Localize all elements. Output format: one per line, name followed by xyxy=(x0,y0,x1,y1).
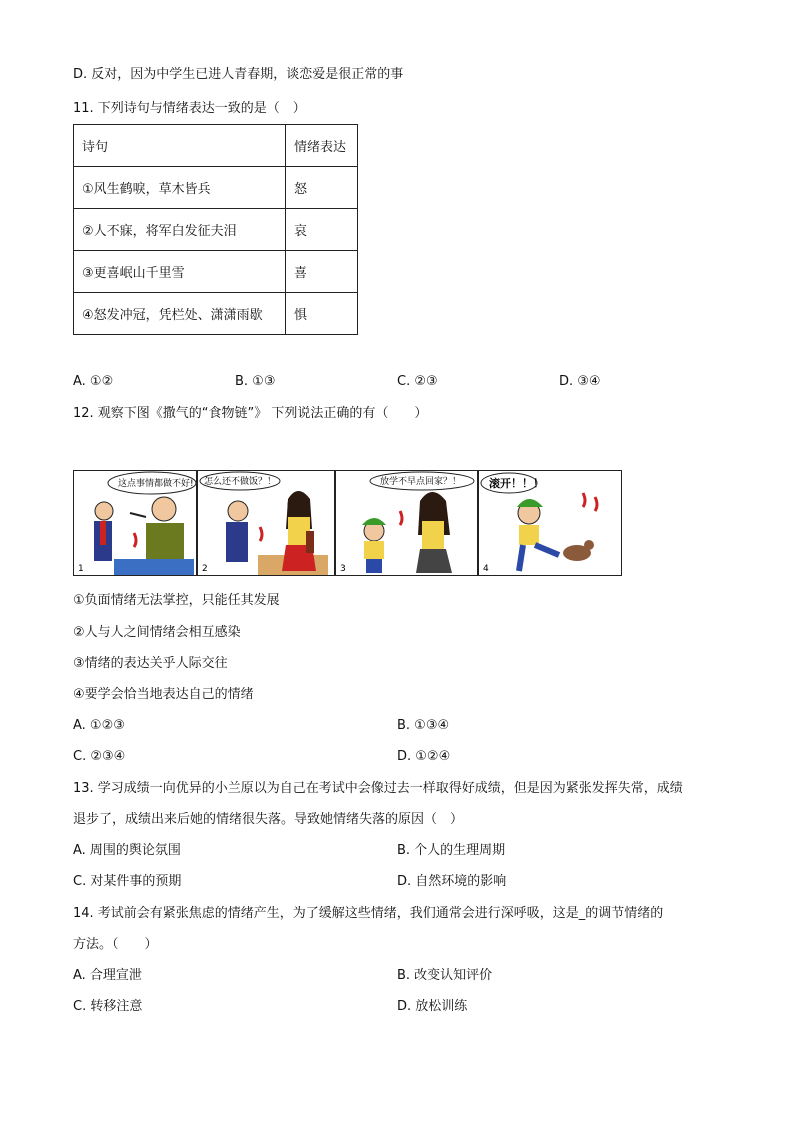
table-row xyxy=(74,251,358,293)
q13-option-d[interactable]: D. 自然环境的影响 xyxy=(397,874,507,889)
table-header-row xyxy=(74,125,358,167)
q12-statement-4: ④要学会恰当地表达自己的情绪 xyxy=(73,687,254,702)
q11-stem: 11. 下列诗句与情绪表达一致的是（ ） xyxy=(73,101,306,116)
q11-option-a[interactable]: A. ①② xyxy=(73,374,114,389)
comic-panel-2 xyxy=(197,470,335,576)
q12-option-a[interactable]: A. ①②③ xyxy=(73,718,125,733)
comic-panel-3-number: 3 xyxy=(340,564,346,574)
comic-panel-2-number: 2 xyxy=(202,564,208,574)
q12-option-d[interactable]: D. ①②④ xyxy=(397,749,451,764)
q11-option-b[interactable]: B. ①③ xyxy=(235,374,276,389)
comic-panel-2-drawing xyxy=(198,471,334,575)
q13-option-a[interactable]: A. 周围的舆论氛围 xyxy=(73,843,181,858)
q14-option-c[interactable]: C. 转移注意 xyxy=(73,999,143,1014)
comic-panel-1 xyxy=(73,470,197,576)
table-row xyxy=(74,167,358,209)
table-row xyxy=(74,209,358,251)
table-cell: 哀 xyxy=(286,209,358,251)
table-cell: ④怒发冲冠，凭栏处、潇潇雨歇 xyxy=(74,293,286,335)
q11-option-c[interactable]: C. ②③ xyxy=(397,374,438,389)
table-cell: ②人不寐，将军白发征夫泪 xyxy=(74,209,286,251)
q12-option-c[interactable]: C. ②③④ xyxy=(73,749,126,764)
q12-option-b[interactable]: B. ①③④ xyxy=(397,718,450,733)
q13-option-c[interactable]: C. 对某件事的预期 xyxy=(73,874,182,889)
comic-panel-1-number: 1 xyxy=(78,564,84,574)
table-header-cell: 诗句 xyxy=(74,125,286,167)
q12-stem: 12. 观察下图《撒气的“食物链”》 下列说法正确的有（ ） xyxy=(73,406,428,421)
q13-stem-line-2: 退步了，成绩出来后她的情绪很失落。导致她情绪失落的原因（ ） xyxy=(73,812,464,827)
q11-poem-emotion-table xyxy=(73,124,358,335)
q14-option-b[interactable]: B. 改变认知评价 xyxy=(397,968,493,983)
q12-statement-3: ③情绪的表达关乎人际交往 xyxy=(73,656,228,671)
comic-strip xyxy=(73,470,622,576)
q14-option-d[interactable]: D. 放松训练 xyxy=(397,999,468,1014)
table-row xyxy=(74,293,358,335)
table-cell: 惧 xyxy=(286,293,358,335)
q13-option-b[interactable]: B. 个人的生理周期 xyxy=(397,843,506,858)
comic-panel-2-speech: 怎么还不做饭？！ xyxy=(204,477,277,487)
q12-statement-2: ②人与人之间情绪会相互感染 xyxy=(73,625,241,640)
comic-panel-4-number: 4 xyxy=(483,564,489,574)
q13-stem-line-1: 13. 学习成绩一向优异的小兰原以为自己在考试中会像过去一样取得好成绩，但是因为紧张发挥失常，成绩 xyxy=(73,781,683,796)
q14-option-a[interactable]: A. 合理宣泄 xyxy=(73,968,142,983)
comic-panel-3-speech: 放学不早点回家？！ xyxy=(380,477,462,487)
comic-panel-1-drawing xyxy=(74,471,196,575)
q14-stem-line-2: 方法。（ ） xyxy=(73,937,158,952)
comic-panel-4-drawing xyxy=(479,471,621,575)
comic-panel-1-speech: 这点事情都做不好! xyxy=(118,479,194,489)
table-cell: ③更喜岷山千里雪 xyxy=(74,251,286,293)
table-header-cell: 情绪表达 xyxy=(286,125,358,167)
table-cell: ①风生鹤唳，草木皆兵 xyxy=(74,167,286,209)
table-cell: 怒 xyxy=(286,167,358,209)
q11-option-d[interactable]: D. ③④ xyxy=(559,374,601,389)
q12-statement-1: ①负面情绪无法掌控，只能任其发展 xyxy=(73,593,280,608)
table-cell: 喜 xyxy=(286,251,358,293)
comic-panel-4-speech: 滚开！！！ xyxy=(489,477,544,490)
q10-option-d: D. 反对，因为中学生已进人青春期，谈恋爱是很正常的事 xyxy=(73,67,404,82)
comic-panel-4 xyxy=(478,470,622,576)
q14-stem-line-1: 14. 考试前会有紧张焦虑的情绪产生，为了缓解这些情绪，我们通常会进行深呼吸，这是_的调节情绪的 xyxy=(73,906,664,921)
comic-panel-3-drawing xyxy=(336,471,477,575)
comic-panel-3 xyxy=(335,470,478,576)
